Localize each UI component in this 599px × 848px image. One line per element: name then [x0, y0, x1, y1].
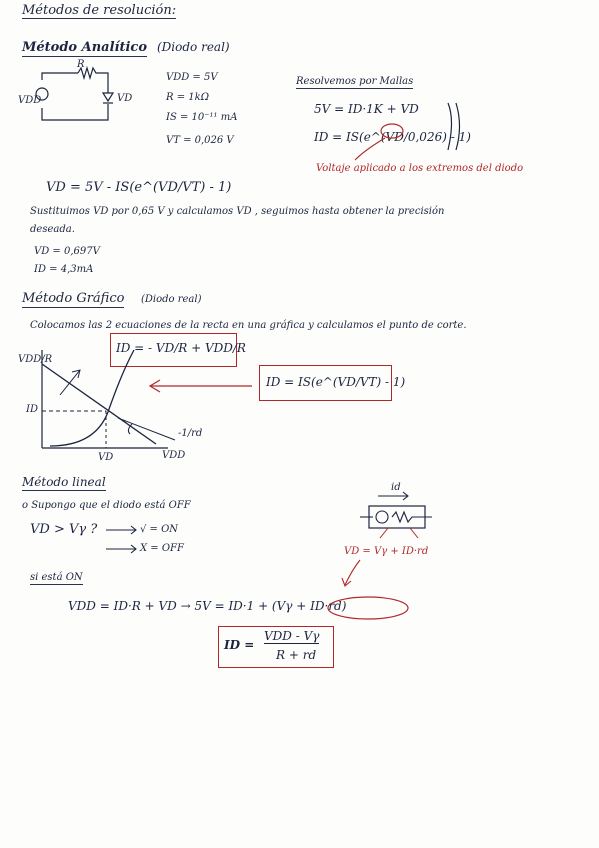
circuit-r-label: R — [77, 59, 85, 70]
diode-equation: VD = Vγ + ID·rd — [344, 546, 429, 557]
result-vd: VD = 0,697V — [34, 246, 100, 257]
param-vdd: VDD = 5V — [166, 72, 218, 83]
mallas-title: Resolvemos por Mallas — [296, 76, 414, 87]
param-is: IS = 10⁻¹¹ mA — [166, 112, 238, 123]
text-colocamos: Colocamos las 2 ecuaciones de la recta en una gráfica y calculamos el punto de corte. — [30, 320, 467, 331]
section-heading-analitico: Método Analítico — [22, 40, 147, 55]
mallas-eq1: 5V = ID·1K + VD — [314, 102, 419, 116]
graph-axis-vddr: VDD/R — [18, 354, 53, 365]
text-si-esta-on: si está ON — [30, 572, 83, 583]
graph-eq-diode: ID = IS(e^(VD/VT) - 1) — [266, 375, 406, 389]
condition-yes: √ = ON — [140, 524, 179, 535]
graph-axis-id: ID — [26, 404, 38, 415]
page-title: Métodos de resolución: — [22, 3, 177, 18]
main-equation: VD = 5V - IS(e^(VD/VT) - 1) — [46, 180, 232, 195]
section-subheading-grafico: (Diodo real) — [141, 294, 202, 305]
note-voltaje: Voltaje aplicado a los extremos del diodo — [316, 163, 524, 174]
circuit-vdd-label: VDD — [18, 95, 42, 106]
section-subheading-analitico: (Diodo real) — [157, 40, 230, 54]
text-sustituimos: Sustituimos VD por 0,65 V y calculamos VD , seguimos hasta obtener la precisión — [30, 206, 445, 217]
condition-no: X = OFF — [140, 543, 184, 554]
graph-slope-label: -1/rd — [178, 428, 203, 439]
section-heading-lineal: Método lineal — [22, 475, 106, 489]
graph-eq-line: ID = - VD/R + VDD/R — [116, 341, 246, 355]
final-eq-numerator: VDD - Vγ — [264, 629, 320, 643]
final-eq-denominator: R + rd — [276, 648, 317, 662]
param-r: R = 1kΩ — [166, 92, 209, 103]
condition-vd: VD > Vγ ? — [30, 522, 98, 537]
mallas-eq2: ID = IS(e^(VD/0,026) - 1) — [314, 130, 471, 144]
text-supongo: o Supongo que el diodo está OFF — [22, 500, 191, 511]
result-id: ID = 4,3mA — [34, 264, 94, 275]
final-eq-lhs: ID = — [224, 638, 255, 652]
lineal-main-equation: VDD = ID·R + VD → 5V = ID·1 + (Vγ + ID·rd) — [68, 599, 347, 613]
circuit-vd-label: VD — [117, 93, 133, 104]
graph-axis-vdd: VDD — [162, 450, 186, 461]
section-heading-grafico: Método Gráfico — [22, 291, 125, 306]
diode-current-label: id — [391, 482, 401, 493]
param-vt: VT = 0,026 V — [166, 135, 234, 146]
text-deseada: deseada. — [30, 224, 75, 235]
graph-axis-vd: VD — [98, 452, 114, 463]
